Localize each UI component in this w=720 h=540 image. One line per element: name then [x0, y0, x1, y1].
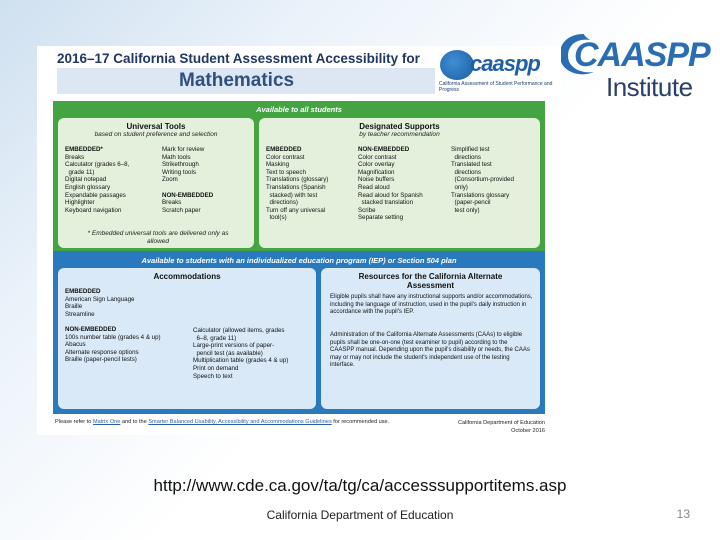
list-line: 6–8, grade 11)	[193, 334, 237, 342]
designated-supports-subheading: by teacher recommendation	[359, 131, 440, 138]
list-line: Color overlay	[358, 161, 395, 169]
accommodations-box	[58, 268, 316, 409]
list-line: Translations (Spanish	[266, 183, 326, 191]
universal-tools-heading: Universal Tools	[126, 122, 186, 131]
list-line: NON-EMBEDDED	[358, 146, 410, 153]
list-line: English glossary	[65, 183, 111, 191]
list-line: Breaks	[162, 199, 182, 207]
available-to-all-band: Available to all students	[256, 105, 342, 114]
list-line: Mark for review	[162, 146, 205, 153]
universal-tools-col1	[65, 146, 129, 214]
list-line: Zoom	[162, 176, 178, 184]
document-footer-org	[458, 419, 545, 435]
list-line: Translated test	[451, 161, 492, 169]
footer-org: California Department of Education	[457, 420, 545, 426]
list-line: Translations glossary	[451, 191, 510, 199]
list-line: 100s number table (grades 4 & up)	[65, 333, 161, 341]
list-line: only)	[451, 183, 468, 191]
designated-supports-col3	[451, 146, 514, 214]
list-line: Read aloud for Spanish	[358, 191, 423, 199]
institute-logo-sub: Institute	[606, 72, 693, 102]
list-line: test only)	[451, 206, 480, 214]
caa-resources-para2: Administration of the California Alternate Assessments (CAAs) to eligible pupils shall be one-on-one (test examiner to pupil) according to the CAASPP manual. Depending upon the pupil's disability or needs, the CAAs may or may not include the student's independent use of the testing interface.	[330, 332, 530, 368]
list-line: Expandable passages	[65, 191, 126, 199]
list-line: Text to speech	[266, 168, 306, 176]
caa-resources-heading: Resources for the California Alternate Assessment	[358, 272, 503, 290]
accommodations-col2	[193, 327, 288, 380]
list-line: Print on demand	[193, 364, 239, 372]
list-line: Color contrast	[266, 153, 305, 161]
list-line: American Sign Language	[65, 295, 135, 303]
list-line: (paper-pencil	[451, 199, 491, 207]
accommodations-col1	[65, 288, 161, 364]
universal-tools-col2	[162, 146, 213, 214]
accessibility-document	[37, 46, 561, 435]
department-footer: California Department of Education	[266, 508, 454, 522]
footer-mid: and to the	[121, 419, 147, 425]
list-line: Multiplication table (grades 4 & up)	[193, 357, 289, 365]
list-line: Separate setting	[358, 214, 404, 222]
guidelines-link[interactable]: Smarter Balanced Usability, Accessibility and Accommodations Guidelines	[148, 419, 332, 425]
list-line: EMBEDDED	[65, 288, 101, 295]
list-line: NON-EMBEDDED	[162, 191, 214, 199]
footer-prefix: Please refer to	[55, 419, 92, 425]
caaspp-logo-word: caaspp	[470, 51, 540, 76]
list-line: Read aloud	[358, 183, 390, 191]
iep-504-band: Available to students with an individualized education program (IEP) or Section 504 plan	[141, 256, 457, 265]
caaspp-logo-circle-icon	[440, 50, 474, 80]
page-number: 13	[676, 507, 690, 521]
universal-tools-note: * Embedded universal tools are delivered only as allowed	[87, 230, 229, 245]
list-line: Braille (paper-pencil tests)	[65, 356, 137, 364]
list-line: (Consortium-provided	[451, 176, 514, 184]
resource-url[interactable]: http://www.cde.ca.gov/ta/tg/ca/accesssupportitems.asp	[153, 476, 567, 495]
list-line: Braille	[65, 303, 83, 311]
available-to-all-panel	[53, 101, 545, 251]
list-line: Math tools	[162, 153, 191, 161]
list-line: directions	[451, 168, 481, 176]
list-line: directions)	[266, 199, 298, 207]
list-line: Abacus	[65, 341, 86, 349]
list-line: EMBEDDED	[266, 146, 302, 153]
list-line: Turn off any universal	[266, 206, 326, 214]
list-line: stacked) with test	[266, 191, 318, 199]
list-line: Strikethrough	[162, 161, 199, 169]
list-line: tool(s)	[266, 214, 287, 222]
list-line: Writing tools	[162, 168, 196, 176]
list-line: Speech to text	[193, 372, 233, 380]
universal-tools-subheading: based on student preference and selection	[94, 131, 218, 138]
caaspp-logo	[437, 49, 559, 99]
list-line: Magnification	[358, 168, 395, 176]
list-line: Calculator (allowed items, grades	[193, 327, 285, 334]
list-line: NON-EMBEDDED	[65, 325, 117, 333]
caa-resources-box	[321, 268, 540, 409]
designated-supports-col1	[266, 146, 328, 222]
list-line	[162, 184, 213, 192]
list-line: Highlighter	[65, 199, 95, 207]
list-line: Alternate response options	[65, 348, 139, 356]
designated-supports-box	[259, 118, 540, 248]
list-line: Simplified test	[451, 146, 490, 153]
institute-logo-word: CAASPP	[574, 36, 710, 74]
designated-supports-col2	[358, 146, 423, 222]
document-title: 2016–17 California Student Assessment Accessibility for	[57, 51, 420, 66]
footer-date: October 2016	[511, 428, 545, 434]
list-line: EMBEDDED*	[65, 146, 103, 153]
footer-suffix: for recommended use.	[333, 419, 390, 425]
accommodations-heading: Accommodations	[153, 272, 221, 281]
caa-resources-para1: Eligible pupils shall have any instructional supports and/or accommodations, including the language of instruction, used in the pupil's daily instruction in accordance with the pupil's IEP.	[330, 294, 533, 315]
list-line: stacked translation	[358, 199, 414, 207]
list-line: Masking	[266, 161, 290, 169]
list-line: Large-print versions of paper-	[193, 342, 275, 350]
list-line: Translations (glossary)	[266, 176, 329, 184]
list-line: Scribe	[358, 206, 376, 214]
list-line: Breaks	[65, 153, 85, 161]
list-line: Keyboard navigation	[65, 206, 122, 214]
matrix-one-link[interactable]: Matrix One	[92, 419, 121, 425]
list-line: Streamline	[65, 310, 95, 318]
list-line: directions	[451, 153, 481, 161]
document-subject: Mathematics	[57, 68, 435, 94]
list-line	[65, 318, 161, 326]
iep-504-panel	[53, 251, 545, 414]
list-line: Scratch paper	[162, 206, 201, 214]
caaspp-institute-logo	[556, 28, 710, 104]
list-line: pencil test (as available)	[193, 349, 263, 357]
universal-tools-box	[58, 118, 254, 248]
list-line: Color contrast	[358, 153, 397, 161]
list-line: Digital notepad	[65, 176, 107, 184]
designated-supports-heading: Designated Supports	[359, 122, 440, 131]
list-line: Noise buffers	[358, 176, 395, 184]
caaspp-logo-subtitle: California Assessment of Student Performance and Progress	[439, 81, 553, 93]
list-line: grade 11)	[65, 168, 95, 176]
list-line: Calculator (grades 6–8,	[65, 161, 130, 169]
document-footer-note	[55, 419, 389, 425]
